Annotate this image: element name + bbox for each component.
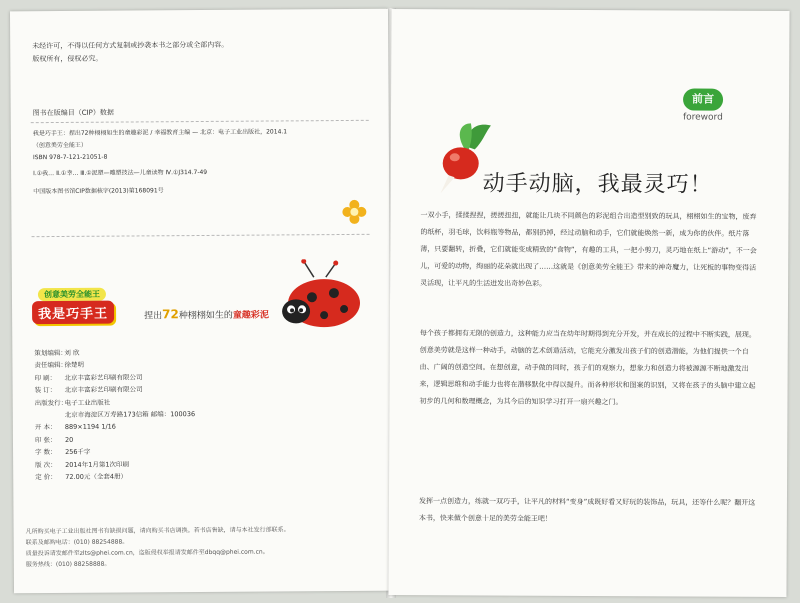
spec-row: 出版发行：电子工业出版社 [34,398,111,407]
cip-divider-top [31,120,369,123]
slogan-pre: 捏出 [144,311,163,322]
spec-row: 责任编辑：徐楚明 [34,361,84,370]
footer-line: 凡所购买电子工业出版社图书有缺损问题，请向购买书店调换。若书店售缺，请与本社发行部联系。 [25,526,290,536]
slogan-end: 童趣彩泥 [232,310,269,321]
spec-row: 版 次： 2014年1月第1次印刷 [35,460,129,469]
cip-line-3: ISBN 978-7-121-21051-8 [32,153,108,162]
right-page-foreword [388,9,789,597]
cip-line-4: Ⅰ.①我… Ⅱ.①幸… Ⅲ.①泥塑—雕塑技法—儿童读物 Ⅳ.①J314.7-49 [33,168,208,178]
slogan-number: 72 [162,307,179,322]
flower-icon [341,199,367,225]
ladybug-clay-icon [274,259,364,330]
foreword-paragraph-1: 一双小手，揉揉捏捏，搓搓扭扭，就能让几块不同颜色的彩泥组合出造型别致的玩具，栩栩如生的宝物，废弃的纸杯，羽毛球，饮料瓶等物品，都别扔掉，经过动脑和动手，它们就能焕然一新，成为你的伙伴。纸片落薄，只要翻转，折叠，它们就能变成精致的“食物”，有趣的工具，一把小剪刀，灵巧地在纸上“游动”，不一会儿，可爱的动物，绚丽的花朵就出现了……这就是《创意美劳全能王》带来的神奇魔力，让死板的事物变得活灵活现，让平凡的生活迸发出奇妙色彩。 [420,211,757,288]
series-label: 创意美劳全能王 [38,288,106,301]
cip-line-1: 我是巧手王：捏出72种栩栩如生的童趣彩泥 / 幸福教育主编 — 北京：电子工业出版社，2014.1 [32,128,288,138]
foreword-badge: 前言 [683,88,723,110]
slogan [144,307,269,322]
cip-title: 图书在版编目（CIP）数据 [32,108,114,118]
spec-row: 开 本： 889×1194 1/16 [34,423,116,432]
spec-row: 字 数： 256千字 [35,448,91,457]
footer-line: 服务热线：(010) 88258888。 [25,560,111,569]
foreword-badge-sub: foreword [682,112,723,123]
cip-line-2: （创意美劳全能王） [32,141,87,150]
copyright-line-1: 未经许可，不得以任何方式复制或抄袭本书之部分或全部内容。 [32,40,229,51]
slogan-mid: 种栩栩如生的 [178,310,233,322]
spec-row: 印 刷： 北京丰富彩艺印刷有限公司 [34,373,143,382]
spec-row: 策划编辑：刘 欣 [34,348,80,358]
cip-divider-bottom [32,234,370,237]
copyright-line-2: 版权所有，侵权必究。 [32,54,103,64]
footer-notice [26,524,386,571]
foreword-paragraph-3: 发挥一点创造力，练就一双巧手，让平凡的材料“变身”成既好看又好玩的装饰品，玩具，还等什么呢？翻开这本书，快来做个创意十足的美劳全能王吧！ [418,497,756,523]
brand-title: 我是巧手王 [32,301,114,325]
spec-row: 北京市海淀区万寿路173信箱 邮编：100036 [64,410,196,419]
cip-line-5: 中国版本图书馆CIP数据核字(2013)第168091号 [33,187,164,196]
footer-line: 质量投诉请发邮件至zlts@phei.com.cn，盗版侵权举报请发邮件至dbqq@phei.com.cn。 [25,548,269,558]
foreword-paragraph-2: 每个孩子都拥有无限的创造力，这种能力应当在幼年时期得到充分开发，并在成长的过程中不断实践，展现。创意美劳就是这样一种动手，动脑的艺术创造活动，它能充分激发出孩子们的创造潜能，为他们提供一个自由、广阔的创造空间。在想创意，动手做的同时，孩子们的观察力，想象力和创造力将被源源不断地激发出来，逻辑思维和动手能力也将在潜移默化中得以提升。而各种形状和图案的识别，又将在孩子的头脑中建立起初步的几何和数理概念，为其今后的知识学习打开一扇兴趣之门。 [419,329,756,407]
footer-line: 联系及邮购电话：(010) 88254888。 [25,538,129,547]
publication-specs [34,346,195,484]
spec-row: 定 价： 72.00元（全套4册） [35,472,128,482]
spec-row: 印 张： 20 [34,435,74,445]
spec-row: 装 订： 北京丰富彩艺印刷有限公司 [34,385,143,395]
left-page-copyright [10,9,392,594]
foreword-headline: 动手动脑，我最灵巧！ [482,171,713,198]
